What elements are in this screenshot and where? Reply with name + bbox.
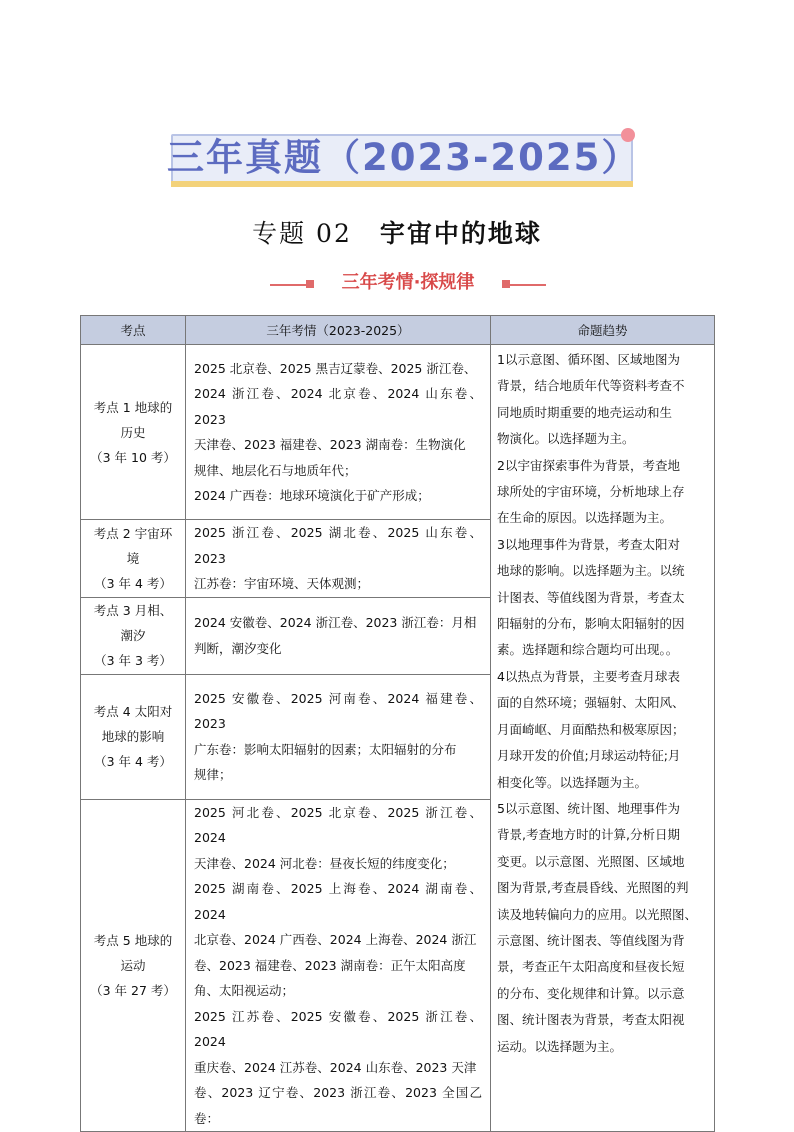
kaodian-line: （3 年 27 考）: [90, 982, 176, 998]
kaoqing-cell: [186, 345, 491, 520]
kaoqing-line: 2025 北京卷、2025 黑吉辽蒙卷、2025 浙江卷、: [194, 360, 477, 376]
kaodian-line: 历史: [120, 424, 146, 440]
subject-number: 专题 02: [252, 219, 352, 248]
trend-line: 阳辐射的分布，影响太阳辐射的因: [497, 616, 685, 632]
subject-title: 宇宙中的地球: [379, 219, 542, 248]
trend-line: 运动。以选择题为主。: [497, 1038, 623, 1054]
kaodian-line: 考点 1 地球的: [93, 399, 173, 415]
trend-line: 月球开发的价值;月球运动特征;月: [497, 748, 681, 764]
trend-line: 球所处的宇宙环境，分析地球上存: [497, 484, 685, 500]
kaodian-cell: [81, 520, 186, 598]
kaoqing-cell: [186, 799, 491, 1132]
trend-line: 示意图、统计图表、等值线图为背: [497, 932, 685, 948]
kaoqing-line: 江苏卷：宇宙环境、天体观测；: [194, 576, 370, 591]
kaodian-line: 地球的影响: [101, 729, 165, 744]
kaoqing-line: 规律；: [194, 767, 232, 782]
kaoqing-line: 卷、2023 福建卷、2023 湖南卷：正午太阳高度: [194, 957, 466, 973]
table-row: [81, 345, 715, 520]
trend-line: 物演化。以选择题为主。: [497, 431, 635, 447]
kaoqing-line: 2025 江苏卷、2025 安徽卷、2025 浙江卷、2024: [194, 1008, 482, 1049]
trend-line: 变更。以示意图、光照图、区域地: [497, 853, 685, 869]
kaoqing-line: 天津卷、2024 河北卷：昼夜长短的纬度变化；: [194, 855, 455, 871]
kaoqing-line: 重庆卷、2024 江苏卷、2024 山东卷、2023 天津: [194, 1059, 477, 1075]
trend-line: 读及地转偏向力的应用。以光照图、: [497, 906, 698, 922]
kaodian-cell: [81, 799, 186, 1132]
trend-line: 3以地理事件为背景，考查太阳对: [497, 536, 680, 552]
trend-line: 计图表、等值线图为背景，考查太: [497, 589, 685, 605]
kaoqing-line: 2025 河北卷、2025 北京卷、2025 浙江卷、2024: [194, 804, 482, 845]
section-line-right: [504, 284, 546, 286]
trend-line: 月面崎岖、月面酷热和极寒原因；: [497, 721, 685, 737]
section-title: 三年考情·探规律: [341, 272, 475, 293]
kaoqing-cell: [186, 597, 491, 674]
kaodian-line: （3 年 4 考）: [94, 575, 172, 591]
trend-line: 面的自然环境；强辐射、太阳风、: [497, 695, 685, 711]
kaoqing-line: 2024 广西卷：地球环境演化于矿产形成；: [194, 488, 430, 503]
kaoqing-line: 卷、2023 辽宁卷、2023 浙江卷、2023 全国乙卷：: [194, 1085, 482, 1126]
exam-analysis-table: [80, 315, 715, 1132]
kaoqing-line: 2025 安徽卷、2025 河南卷、2024 福建卷、2023: [194, 690, 482, 731]
kaodian-line: 运动: [120, 957, 146, 973]
kaoqing-line: 2025 浙江卷、2025 湖北卷、2025 山东卷、2023: [194, 525, 482, 566]
kaodian-line: （3 年 4 考）: [94, 754, 172, 769]
trend-line: 5以示意图、统计图、地理事件为: [497, 800, 680, 816]
section-heading: [270, 270, 546, 296]
kaodian-line: 考点 4 太阳对: [93, 704, 173, 719]
kaodian-line: 考点 5 地球的: [93, 932, 173, 948]
kaodian-line: 潮汐: [120, 628, 146, 643]
banner-underline: [171, 181, 633, 187]
trend-line: 1以示意图、循环图、区域地图为: [497, 352, 680, 367]
trend-line: 图为背景,考查晨昏线、光照图的判: [497, 880, 689, 896]
trend-cell: [491, 345, 715, 1132]
kaoqing-line: 天津卷、2023 福建卷、2023 湖南卷：生物演化: [194, 437, 466, 452]
kaodian-cell: [81, 674, 186, 799]
kaodian-cell: [81, 597, 186, 674]
kaoqing-line: 规律、地层化石与地质年代；: [194, 462, 357, 478]
title-banner: [167, 134, 641, 188]
kaodian-line: （3 年 10 考）: [90, 449, 176, 465]
subject-heading: [0, 214, 794, 250]
trend-line: 素。选择题和综合题均可出现。。: [497, 642, 679, 658]
kaodian-line: 考点 2 宇宙环: [93, 525, 173, 541]
trend-line: 地球的影响。以选择题为主。以统: [497, 563, 685, 579]
trend-line: 背景，结合地质年代等资料考查不: [497, 378, 685, 394]
kaoqing-line: 广东卷：影响太阳辐射的因素；太阳辐射的分布: [194, 741, 457, 757]
kaoqing-line: 2025 湖南卷、2025 上海卷、2024 湖南卷、2024: [194, 881, 482, 922]
trend-line: 4以热点为背景，主要考查月球表: [497, 668, 680, 684]
kaoqing-cell: [186, 674, 491, 799]
trend-line: 同地质时期重要的地壳运动和生: [497, 404, 673, 420]
kaoqing-line: 北京卷、2024 广西卷、2024 上海卷、2024 浙江: [194, 932, 477, 947]
trend-line: 相变化等。以选择题为主。: [497, 774, 648, 790]
header-kaoqing: 三年考情（2023-2025）: [186, 316, 491, 345]
kaoqing-line: 判断，潮汐变化: [194, 640, 282, 656]
trend-line: 景，考查正午太阳高度和昼夜长短: [497, 959, 685, 975]
trend-line: 在生命的原因。以选择题为主。: [497, 510, 673, 526]
kaodian-cell: [81, 345, 186, 520]
kaoqing-cell: [186, 520, 491, 598]
trend-line: 的分布、变化规律和计算。以示意: [497, 985, 685, 1001]
trend-line: 图、统计图表为背景，考查太阳视: [497, 1012, 685, 1028]
trend-line: 背景,考查地方时的计算,分析日期: [497, 827, 680, 843]
header-qushi: 命题趋势: [491, 316, 715, 345]
table-header-row: [81, 316, 715, 345]
banner-title: 三年真题（2023-2025）: [167, 136, 641, 179]
kaoqing-line: 角、太阳视运动；: [194, 983, 295, 998]
kaoqing-line: 2024 安徽卷、2024 浙江卷、2023 浙江卷：月相: [194, 615, 477, 630]
kaoqing-line: 2024 浙江卷、2024 北京卷、2024 山东卷、2023: [194, 386, 482, 427]
kaodian-line: （3 年 3 考）: [94, 653, 172, 668]
trend-line: 2以宇宙探索事件为背景，考查地: [497, 457, 680, 473]
header-kaodian: 考点: [81, 316, 186, 345]
kaodian-line: 考点 3 月相、: [93, 603, 173, 618]
kaodian-line: 境: [126, 550, 140, 566]
